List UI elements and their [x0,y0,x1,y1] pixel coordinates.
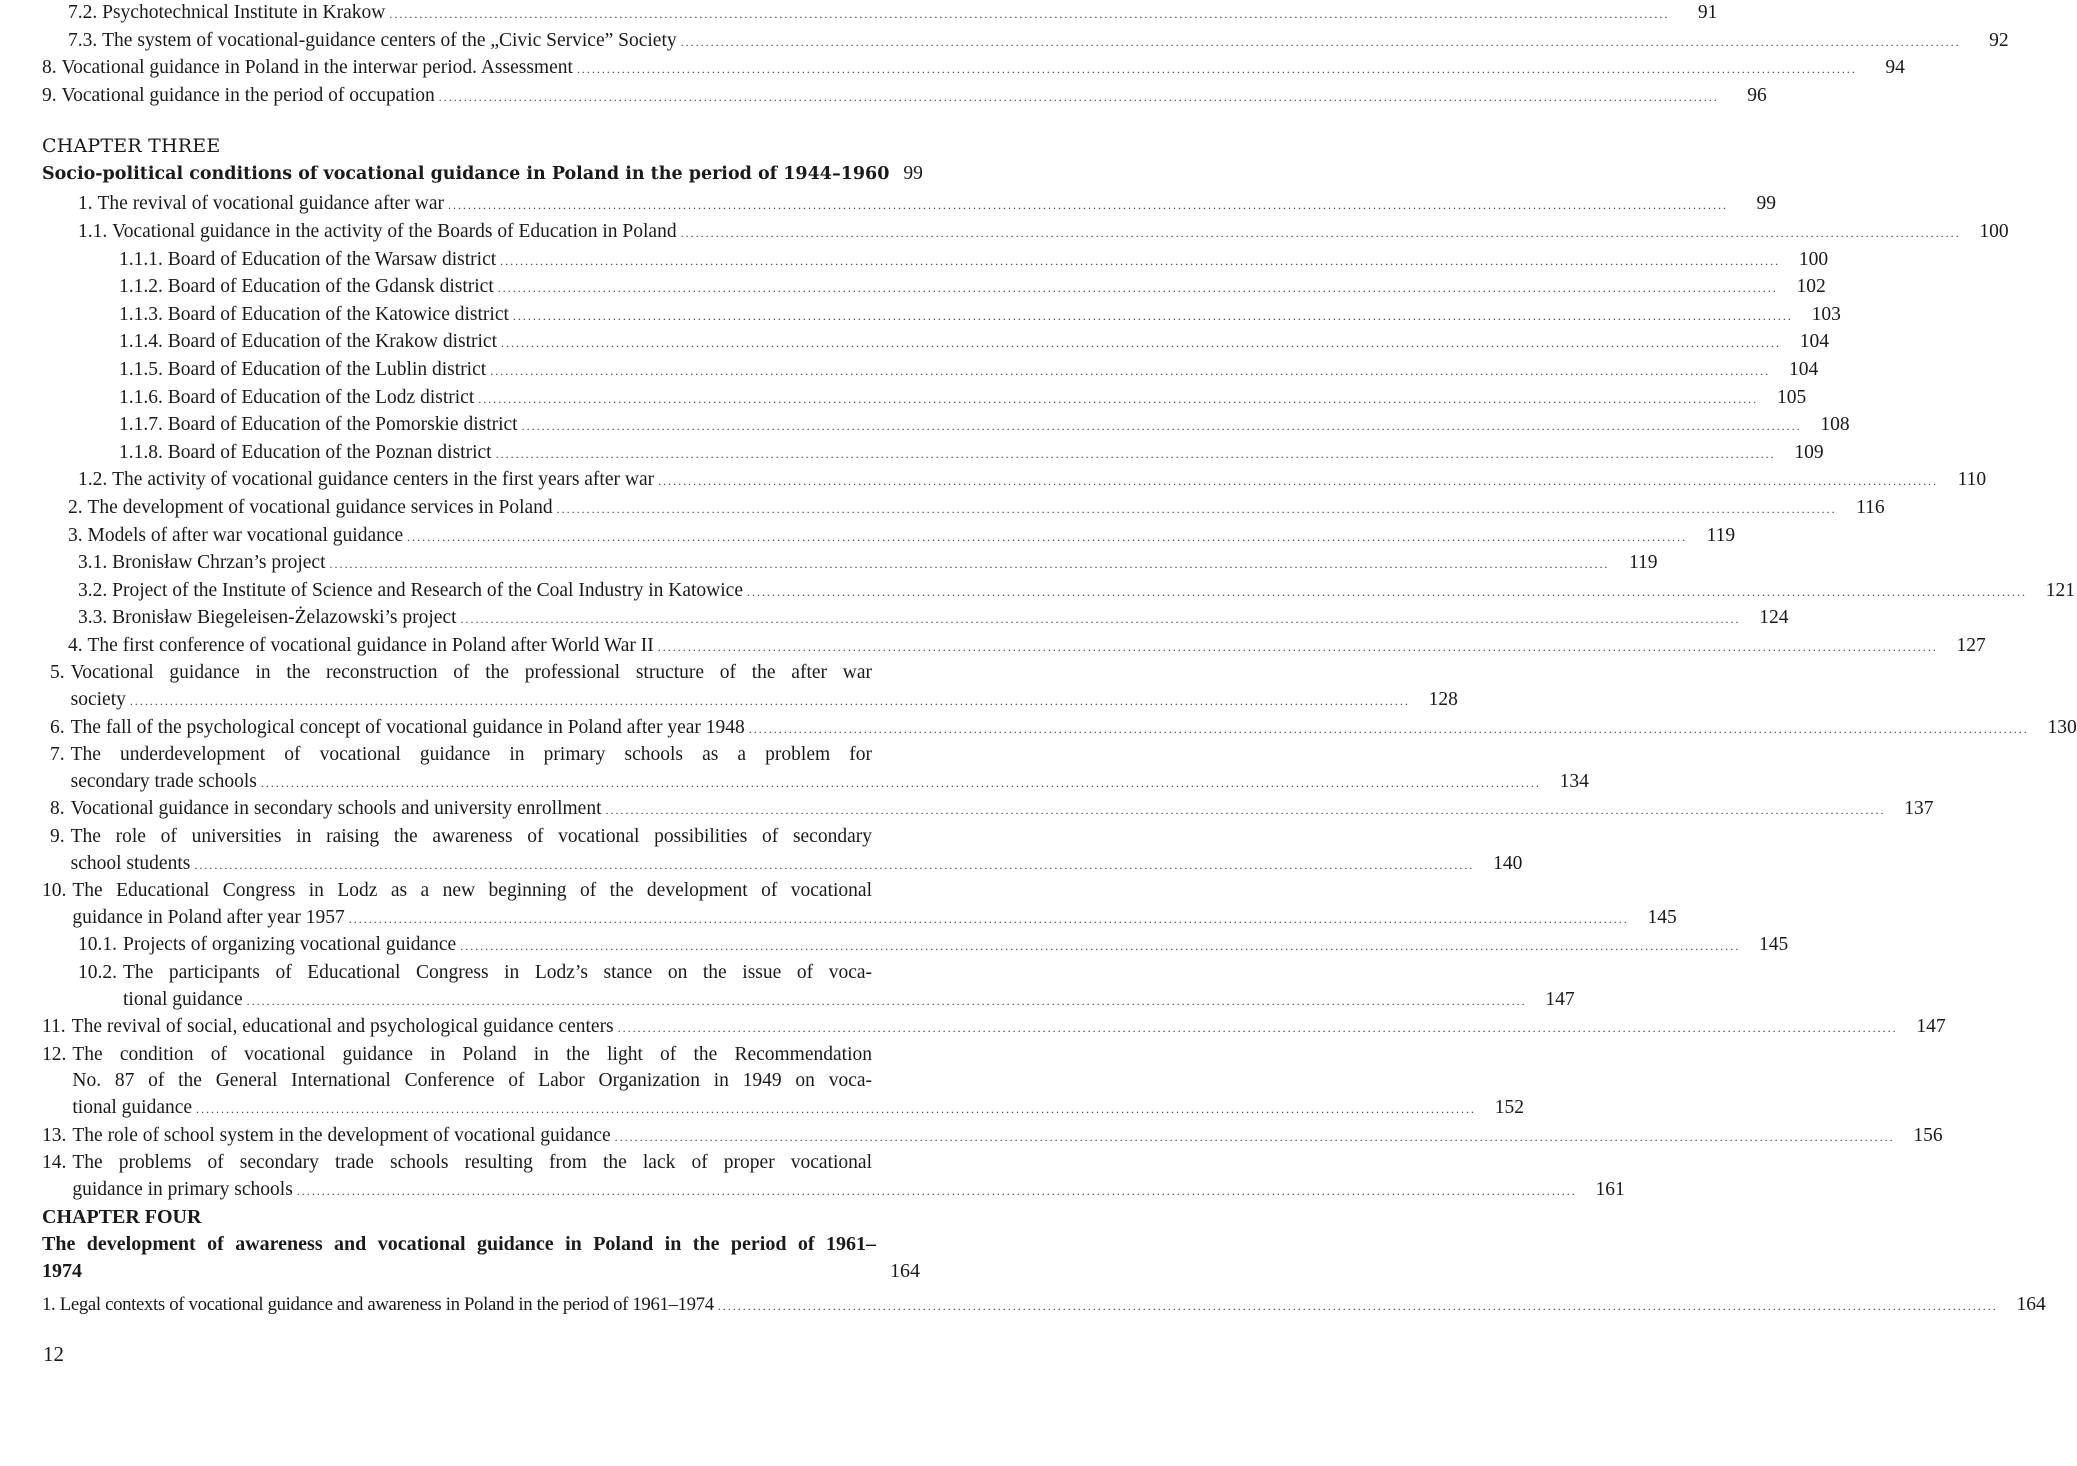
toc-entry-number: 8. [42,57,57,79]
toc-entry-number: 14. [42,1152,67,1174]
toc-entry-title: The problems of secondary trade schools resulting from the lack of proper vocational [72,1152,872,1174]
toc-entry-title: Models of after war vocational guidance [87,524,404,546]
leader-dots [461,606,1741,633]
toc-entry [42,357,1819,385]
toc-entry [42,1292,2046,1320]
toc-top-group [42,0,2009,110]
toc-entry [42,302,1841,330]
toc-entry-title: Vocational guidance in secondary schools and university enrollment [70,798,602,820]
toc-entry-page: 109 [1794,441,1824,463]
leader-dots [618,1015,1898,1042]
toc-entry-title: The condition of vocational guidance in Poland in the light of the Recommendation [72,1043,872,1065]
toc-entry-number: 1.1.7. [119,414,163,436]
toc-entry-title: The fall of the psychological concept of vocational guidance in Poland after year 1948 [70,716,745,738]
toc-entry [42,824,1523,878]
toc-entry [42,1014,1946,1042]
toc-entry-number: 11. [42,1016,66,1038]
toc-entry-title: Board of Education of the Lodz district [167,386,475,408]
toc-entry-number: 1.1. [78,220,108,242]
toc-entry-page: 140 [1493,852,1523,874]
toc-entry-page: 137 [1904,798,1934,820]
leader-dots [522,413,1802,440]
toc-entry [42,28,2009,56]
toc-entry [42,385,1807,413]
toc-entry [42,523,1736,551]
chapter-subtitle-line: 1974 [42,1259,82,1282]
leader-dots [478,386,1758,413]
toc-entry-title: Vocational guidance in the period of occupation [61,84,435,106]
toc-entry-title: tional guidance [123,988,243,1010]
toc-entry-number: 1.1.8. [119,441,163,463]
toc-entry-page: 103 [1811,303,1841,325]
toc-entry-page: 99 [1756,193,1776,215]
toc-entry-page: 104 [1799,331,1829,353]
leader-dots [749,716,2029,743]
leader-dots [747,579,2027,606]
leader-dots [196,1096,1476,1123]
leader-dots [718,1293,1998,1320]
table-of-contents [42,0,2077,1320]
toc-entry-number: 12. [42,1043,67,1065]
leader-dots [490,358,1770,385]
leader-dots [194,852,1474,879]
leader-dots [330,551,1610,578]
toc-entry [42,660,1458,714]
toc-entry-page: 134 [1559,770,1589,792]
toc-entry-title: tional guidance [72,1096,193,1118]
toc-entry-title: secondary trade schools [70,770,257,792]
toc-entry-page: 108 [1820,414,1850,436]
toc-entry [42,0,1718,28]
leader-dots [407,524,1687,551]
toc-entry [42,878,1677,932]
toc-entry-number: 9. [50,826,65,848]
toc-entry-number: 1.1.2. [119,276,163,298]
leader-dots [247,988,1527,1015]
leader-dots [389,1,1669,28]
toc-entry-number: 1.1.6. [119,386,163,408]
toc-entry-page: 145 [1758,934,1789,956]
toc-entry [42,495,1885,523]
toc-entry [42,932,1789,960]
toc-entry-number: 10.1. [78,934,117,956]
toc-entry [42,715,2077,743]
toc-entry-title: Board of Education of the Katowice district [167,303,509,325]
leader-dots [297,1178,1577,1205]
leader-dots [130,688,1410,715]
toc-entry-number: 7. [50,744,65,766]
toc-entry-title: The role of school system in the development of vocational guidance [72,1124,611,1146]
leader-dots [615,1124,1895,1151]
toc-entry [42,274,1826,302]
toc-entry-number: 1.2. [78,469,108,491]
leader-dots [261,770,1541,797]
chapter-three-long-entries [42,660,2077,1204]
toc-entry-title: Board of Education of the Krakow district [167,331,497,353]
toc-entry-page: 100 [1979,220,2009,242]
leader-dots [658,634,1938,661]
leader-dots [681,29,1961,56]
toc-entry-page: 92 [1989,29,2009,51]
toc-entry [42,191,1776,219]
toc-entry-page: 100 [1798,248,1829,270]
toc-entry-page: 164 [2016,1294,2046,1316]
toc-entry-number: 10. [42,880,67,902]
leader-dots [460,933,1740,960]
toc-entry [42,742,1589,796]
chapter-subtitle-text: Socio-political conditions of vocational guidance in Poland in the period of 1944–1960 [42,164,890,185]
toc-entry [42,83,1767,111]
toc-entry-title: The Educational Congress in Lodz as a new beginning of the development of vocational [72,880,872,902]
toc-entry-page: 91 [1697,2,1718,23]
toc-entry-page: 94 [1885,57,1905,79]
toc-entry-title: Project of the Institute of Science and Research of the Coal Industry in Katowice [112,579,743,601]
leader-dots [681,220,1961,247]
toc-entry-number: 1.1.5. [119,358,163,380]
toc-entry-page: 96 [1747,84,1767,106]
chapter-page: 99 [903,163,923,185]
toc-entry [42,960,1575,1014]
toc-entry-title: Bronisław Chrzan’s project [112,552,326,574]
toc-entry-title: The activity of vocational guidance centers in the first years after war [112,469,655,491]
chapter-subtitle-line: The development of awareness and vocational guidance in Poland in the period of 1961– [42,1232,876,1255]
toc-entry-page: 130 [2047,716,2077,738]
toc-entry [42,550,1658,578]
toc-entry-page: 121 [2045,579,2075,601]
toc-entry-title: The revival of vocational guidance after war [97,193,444,215]
toc-entry [42,55,1905,83]
toc-entry-title: Board of Education of the Pomorskie district [167,414,518,436]
toc-entry-number: 13. [42,1124,67,1146]
toc-entry-page: 145 [1647,906,1677,928]
toc-entry-page: 119 [1628,552,1658,574]
leader-dots [658,468,1938,495]
toc-entry-title: The development of vocational guidance services in Poland [87,496,553,518]
toc-entry-title: Board of Education of the Gdansk district [167,276,494,298]
toc-entry [42,605,1789,633]
toc-entry-page: 152 [1494,1096,1525,1118]
toc-entry [42,247,1829,275]
chapter-title: CHAPTER FOUR [42,1206,202,1229]
leader-dots [577,56,1857,83]
toc-entry-number: 1.1.3. [119,303,163,325]
toc-entry [42,467,1987,495]
leader-dots [557,496,1837,523]
toc-entry [42,219,2009,247]
toc-entry-number: 5. [50,662,65,684]
leader-dots [513,303,1793,330]
toc-entry-page: 102 [1796,276,1826,298]
toc-entry-title: Board of Education of the Warsaw district [167,248,497,270]
toc-entry [42,412,1850,440]
toc-entry [42,1123,1943,1151]
toc-entry-title: Psychotechnical Institute in Krakow [102,2,386,23]
toc-entry-number: 1.1.4. [119,331,163,353]
toc-entry [42,633,1986,661]
toc-entry-number: 1. [42,1294,56,1316]
toc-entry-number: 1.1.1. [119,248,163,270]
toc-entry-number: 3. [68,524,83,546]
toc-entry-title: The system of vocational-guidance centers of the „Civic Service” Society [102,29,677,51]
toc-entry [42,1150,1625,1204]
toc-entry-page: 127 [1956,634,1986,656]
toc-entry-number: 7.3. [68,29,98,51]
toc-entry-number: 3.2. [78,579,108,601]
toc-entry-title: The role of universities in raising the awareness of vocational possibilities of secondary [70,826,872,848]
toc-entry-title: Board of Education of the Poznan district [167,441,492,463]
toc-entry-number: 1. [78,193,93,215]
toc-entry-title: Bronisław Biegeleisen-Żelazowski’s project [112,607,457,629]
toc-entry [42,1042,1525,1123]
chapter-three-heading [42,132,923,189]
toc-entry-page: 105 [1777,386,1807,408]
toc-entry-number: 3.3. [78,607,108,629]
leader-dots [496,441,1776,468]
leader-dots [448,192,1728,219]
toc-entry-number: 8. [50,798,65,820]
toc-entry-title: guidance in primary schools [72,1178,293,1200]
toc-entry-title: society [70,689,126,711]
toc-entry-title: Projects of organizing vocational guidance [123,934,457,956]
toc-entry-page: 161 [1595,1178,1625,1200]
chapter-three-entries [42,191,2075,660]
chapter-four-heading [42,1204,2046,1319]
toc-entry-page: 104 [1788,358,1819,380]
toc-entry-title: guidance in Poland after year 1957 [72,906,345,928]
toc-entry-title: The participants of Educational Congress in Lodz’s stance on the issue of voca- [123,962,872,983]
toc-entry-number: 6. [50,716,65,738]
toc-entry-page: 110 [1957,469,1987,491]
toc-entry [42,329,1829,357]
leader-dots [501,330,1781,357]
chapter-title: CHAPTER THREE [42,135,221,158]
toc-entry-title: The underdevelopment of vocational guidance in primary schools as a problem for [70,744,872,766]
leader-dots [500,248,1780,275]
leader-dots [439,84,1719,111]
toc-entry-title: Vocational guidance in the reconstruction of the professional structure of the after war [70,662,872,684]
toc-entry-page: 147 [1916,1016,1946,1038]
leader-dots [606,797,1886,824]
toc-entry-page: 128 [1428,689,1458,711]
toc-entry-number: 3.1. [78,552,108,574]
chapter-subtitle [42,160,923,189]
toc-entry [42,578,2075,606]
toc-entry-number: 7.2. [68,2,98,23]
toc-entry-page: 156 [1913,1124,1943,1146]
toc-entry-title: The revival of social, educational and psychological guidance centers [71,1016,614,1038]
toc-entry-page: 124 [1759,607,1789,629]
leader-dots [349,906,1629,933]
toc-entry-number: 9. [42,84,57,106]
toc-entry-title: Board of Education of the Lublin district [167,358,487,380]
toc-entry-title: Vocational guidance in Poland in the interwar period. Assessment [61,57,573,79]
chapter-subtitle [42,1231,920,1284]
toc-entry-title: Vocational guidance in the activity of the Boards of Education in Poland [112,220,677,242]
toc-entry [42,440,1824,468]
chapter-page: 164 [890,1259,920,1282]
toc-entry-number: 4. [68,634,83,656]
toc-entry-page: 147 [1545,988,1575,1010]
toc-entry-title: No. 87 of the General International Conference of Labor Organization in 1949 on voca- [72,1070,872,1092]
toc-entry-number: 2. [68,496,83,518]
toc-entry-number: 10.2. [78,962,117,983]
leader-dots [498,275,1778,302]
toc-entry [42,796,1934,824]
toc-entry-title: The first conference of vocational guidance in Poland after World War II [87,634,654,656]
toc-entry-page: 116 [1856,496,1885,518]
toc-entry-page: 119 [1706,524,1736,546]
toc-entry-title: school students [70,852,191,874]
page-number: 12 [43,1342,64,1366]
toc-entry-title: Legal contexts of vocational guidance and awareness in Poland in the period of 1961–1974 [59,1294,714,1316]
